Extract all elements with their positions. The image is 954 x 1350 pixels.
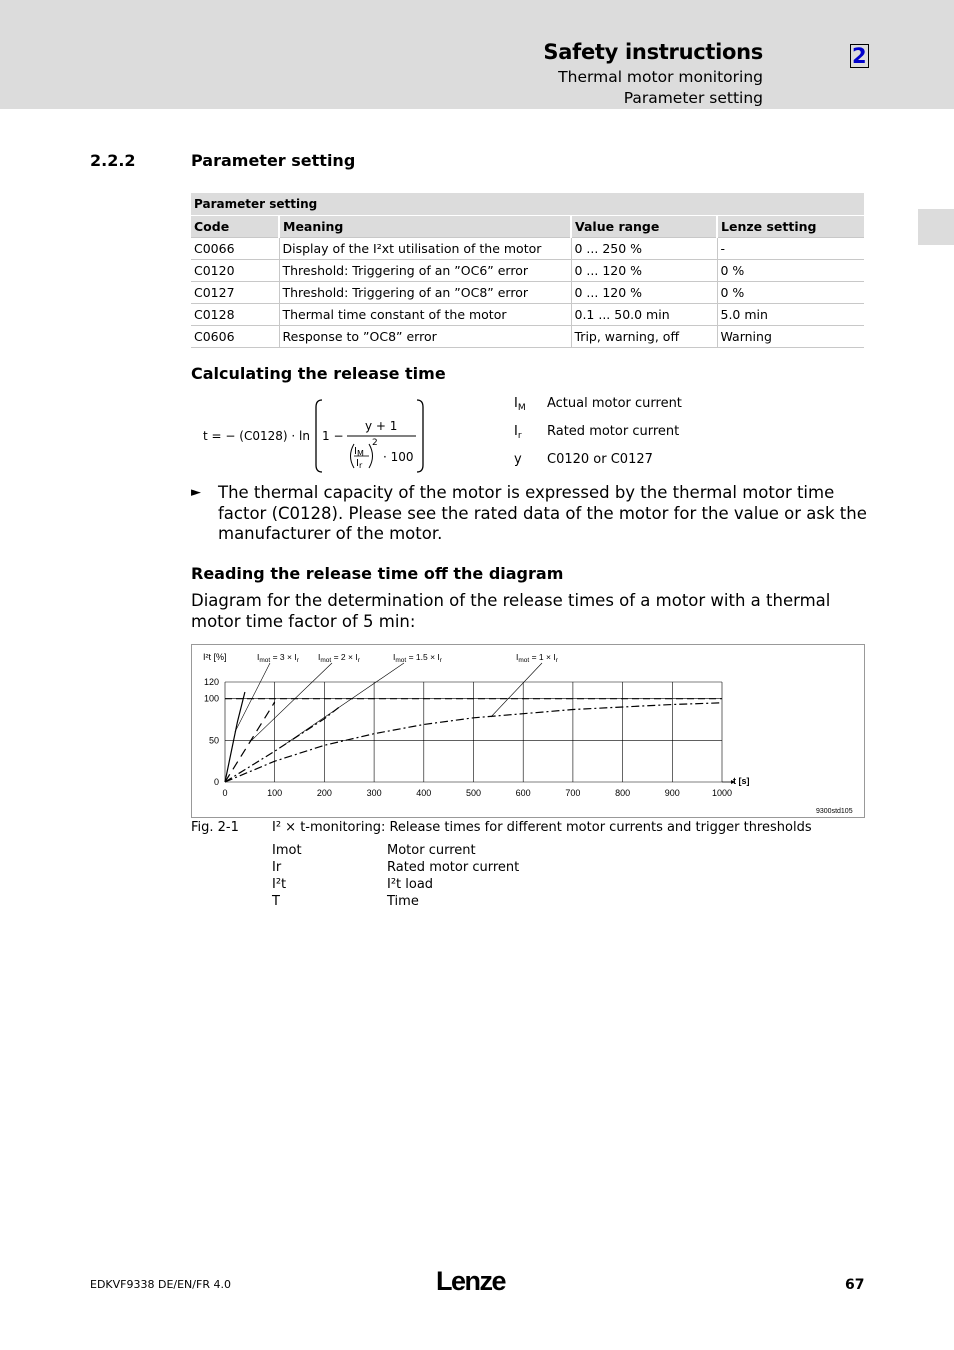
col-header-value-range: Value range (571, 216, 717, 238)
series-label-3x: $I_{mot} = 3 \times I_r$ (257, 652, 299, 664)
cell-meaning: Response to ”OC8” error (279, 326, 571, 348)
release-time-formula (195, 393, 430, 478)
legend-text-im: Actual motor current (547, 396, 682, 411)
parameter-table (191, 193, 864, 348)
x-tick-label: 300 (366, 788, 382, 798)
lenze-logo (436, 1264, 516, 1298)
x-tick-label: 800 (615, 788, 631, 798)
fig-legend-text-i2t: I²t load (387, 877, 434, 892)
formula-ratio-den-sub: r (358, 461, 363, 470)
chart-tick-labels (204, 677, 732, 798)
cell-value-range: 0.1 ... 50.0 min (571, 304, 717, 326)
label-pointer-1 (250, 663, 332, 742)
section-title: Parameter setting (191, 151, 356, 170)
x-tick-label: 400 (416, 788, 432, 798)
series-line-0 (225, 692, 245, 782)
svg-text:Lenze: Lenze (436, 1266, 506, 1296)
y-tick-label: 50 (208, 735, 219, 746)
y-tick-label: 100 (203, 693, 219, 704)
fig-legend-text-imot: Motor current (387, 843, 476, 858)
note-text: The thermal capacity of the motor is expressed by the thermal motor time factor (C0128). Please see the rated data of the motor for the value or ask the manufacturer of the motor. (218, 483, 867, 543)
x-tick-label: 200 (316, 788, 332, 798)
x-axis-label: t [s] (733, 776, 750, 786)
cell-value-range: 0 ... 250 % (571, 238, 717, 260)
page-header (0, 0, 954, 109)
figure-label: Fig. 2-1 (191, 820, 239, 835)
header-subtitle-2: Parameter setting (623, 89, 763, 107)
label-pointer-2 (285, 663, 404, 745)
chart-label-pointers (235, 663, 542, 745)
fig-legend-sym-ir: Ir (272, 860, 282, 875)
calc-heading: Calculating the release time (191, 364, 446, 383)
cell-code: C0127 (191, 282, 279, 304)
cell-meaning: Display of the I²xt utilisation of the motor (279, 238, 571, 260)
label-pointer-0 (235, 663, 270, 732)
x-tick-label: 1000 (711, 788, 733, 798)
legend-sym-im: $I_M$ (514, 396, 526, 413)
series-label-1x: $I_{mot} = 1 \times I_r$ (516, 652, 558, 664)
chart-frame (191, 644, 865, 818)
y-tick-label: 120 (203, 677, 219, 687)
cell-code: C0606 (191, 326, 279, 348)
cell-lenze-setting: 0 % (717, 260, 864, 282)
table-row (191, 304, 864, 326)
header-title: Safety instructions (543, 40, 763, 64)
x-tick-label: 0 (222, 788, 228, 798)
legend-sym-ir: $I_r$ (514, 424, 522, 441)
legend-sym-y: y (514, 452, 522, 467)
header-subtitle-1: Thermal motor monitoring (558, 68, 763, 86)
formula-ratio-num: I (354, 446, 357, 457)
note-bullet-icon: ► (191, 485, 201, 500)
cell-meaning: Threshold: Triggering of an ”OC6” error (279, 260, 571, 282)
x-tick-label: 600 (515, 788, 531, 798)
cell-code: C0128 (191, 304, 279, 326)
formula-exponent: 2 (372, 438, 378, 448)
fig-legend-sym-imot: Imot (272, 843, 302, 858)
cell-lenze-setting: 0 % (717, 282, 864, 304)
table-caption: Parameter setting (191, 193, 864, 216)
diagram-intro: Diagram for the determination of the release times of a motor with a thermal motor time factor of 5 min: (191, 591, 831, 631)
formula-times100: · 100 (383, 450, 414, 464)
col-header-meaning: Meaning (279, 216, 571, 238)
y-tick-label: 0 (213, 777, 219, 787)
table-header-row (191, 216, 864, 238)
footer-doc-id: EDKVF9338 DE/EN/FR 4.0 (90, 1278, 231, 1291)
fig-legend-text-t: Time (387, 894, 419, 909)
fig-legend-sym-i2t: I²t (272, 877, 287, 892)
cell-lenze-setting: - (717, 238, 864, 260)
x-tick-label: 700 (565, 788, 581, 798)
fig-legend-sym-t: T (272, 894, 280, 909)
label-pointer-3 (491, 663, 542, 717)
figure-image-id: 9300std105 (816, 808, 853, 815)
col-header-lenze-setting: Lenze setting (717, 216, 864, 238)
cell-meaning: Thermal time constant of the motor (279, 304, 571, 326)
release-time-chart (192, 645, 864, 817)
section-number: 2.2.2 (90, 151, 136, 170)
cell-value-range: 0 ... 120 % (571, 282, 717, 304)
x-tick-label: 100 (267, 788, 283, 798)
series-label-1-5x: $I_{mot} = 1.5 \times I_r$ (393, 652, 442, 664)
table-row (191, 260, 864, 282)
table-row (191, 282, 864, 304)
formula-lhs: t = − (C0128) · ln (203, 429, 310, 443)
side-tab-marker (918, 209, 954, 245)
cell-value-range: 0 ... 120 % (571, 260, 717, 282)
chapter-number[interactable]: 2 (852, 44, 867, 68)
formula-one-minus: 1 − (322, 429, 344, 443)
x-tick-label: 500 (465, 788, 482, 798)
cell-lenze-setting: Warning (717, 326, 864, 348)
table-row (191, 238, 864, 260)
y-axis-label: I²t [%] (203, 652, 227, 662)
figure-caption: I² × t-monitoring: Release times for different motor currents and trigger thresholds (272, 820, 812, 835)
table-row (191, 326, 864, 348)
series-label-2x: $I_{mot} = 2 \times I_r$ (318, 652, 360, 664)
cell-value-range: Trip, warning, off (571, 326, 717, 348)
formula-ratio-num-sub: M (356, 449, 364, 458)
diagram-heading: Reading the release time off the diagram (191, 564, 564, 583)
legend-text-ir: Rated motor current (547, 424, 680, 439)
svg-text:Ir (356, 458, 363, 470)
col-header-code: Code (191, 216, 279, 238)
legend-text-y: C0120 or C0127 (547, 452, 653, 467)
cell-meaning: Threshold: Triggering of an ”OC8” error (279, 282, 571, 304)
formula-ratio-den: I (356, 458, 359, 469)
cell-code: C0066 (191, 238, 279, 260)
cell-lenze-setting: 5.0 min (717, 304, 864, 326)
cell-code: C0120 (191, 260, 279, 282)
page-number: 67 (845, 1277, 865, 1293)
formula-numerator: y + 1 (365, 419, 398, 433)
fig-legend-text-ir: Rated motor current (387, 860, 520, 875)
x-tick-label: 900 (664, 788, 680, 798)
